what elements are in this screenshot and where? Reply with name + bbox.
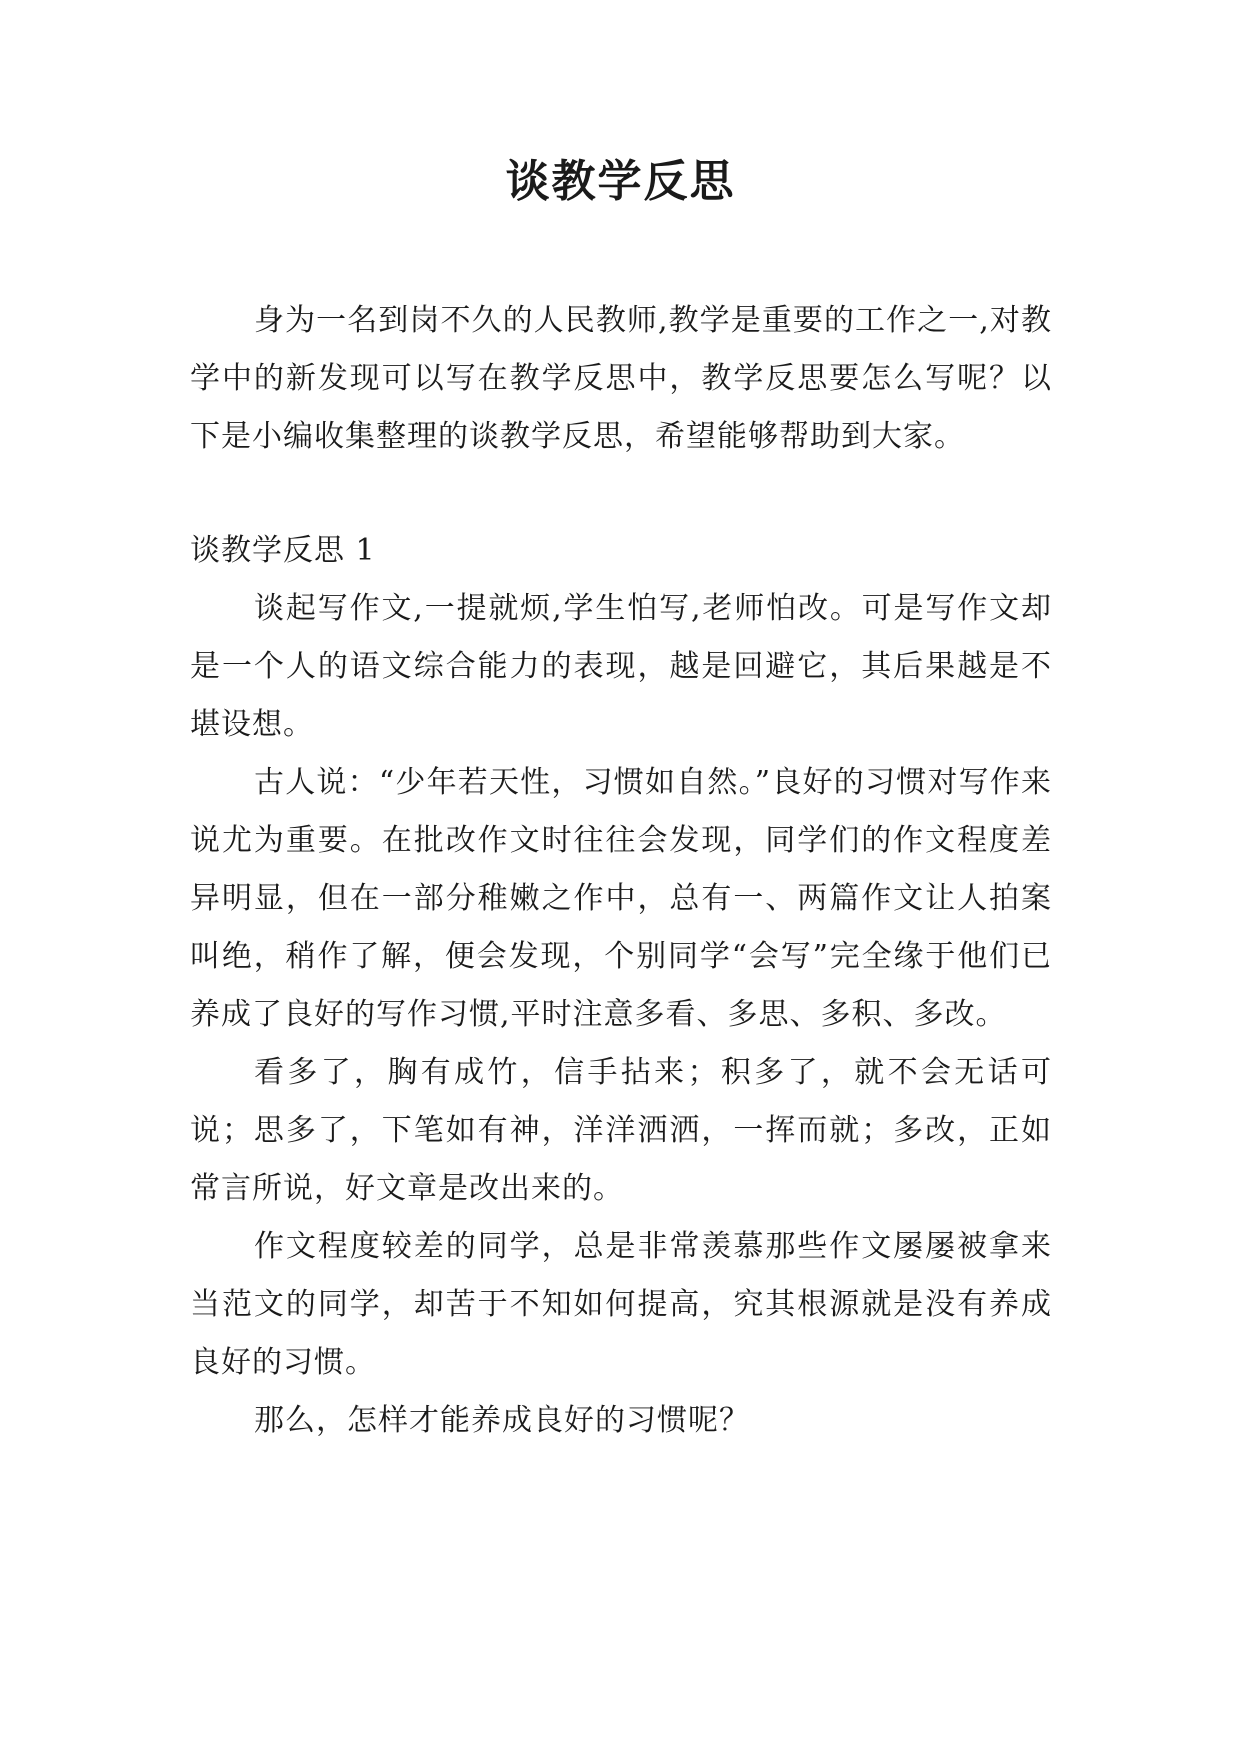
section-heading: 谈教学反思 1: [190, 533, 376, 568]
body-paragraph: 那么，怎样才能养成良好的习惯呢？: [254, 1403, 750, 1438]
intro-paragraph: 身为一名到岗不久的人民教师,教学是重要的工作之一,对教学中的新发现可以写在教学反思中，教学反思要怎么写呢？以下是小编收集整理的谈教学反思，希望能够帮助到大家。: [190, 303, 1052, 454]
body-paragraph: 看多了，胸有成竹，信手拈来；积多了，就不会无话可说；思多了，下笔如有神，洋洋洒洒，一挥而就；多改，正如常言所说，好文章是改出来的。: [190, 1055, 1052, 1206]
document-title: 谈教学反思: [505, 156, 736, 207]
body-paragraph: 作文程度较差的同学，总是非常羡慕那些作文屡屡被拿来当范文的同学，却苦于不知如何提高，究其根源就是没有养成良好的习惯。: [190, 1229, 1052, 1380]
section-spacer: [190, 466, 1052, 522]
document-body: [190, 292, 1052, 1450]
body-paragraph: 古人说：“少年若天性，习惯如自然。”良好的习惯对写作来说尤为重要。在批改作文时往往会发现，同学们的作文程度差异明显，但在一部分稚嫩之作中，总有一、两篇作文让人拍案叫绝，稍作了解，便会发现，个别同学“会写”完全缘于他们已养成了良好的写作习惯,平时注意多看、多思、多积、多改。: [190, 765, 1052, 1032]
body-paragraph: 谈起写作文,一提就烦,学生怕写,老师怕改。可是写作文却是一个人的语文综合能力的表现，越是回避它，其后果越是不堪设想。: [190, 591, 1052, 742]
